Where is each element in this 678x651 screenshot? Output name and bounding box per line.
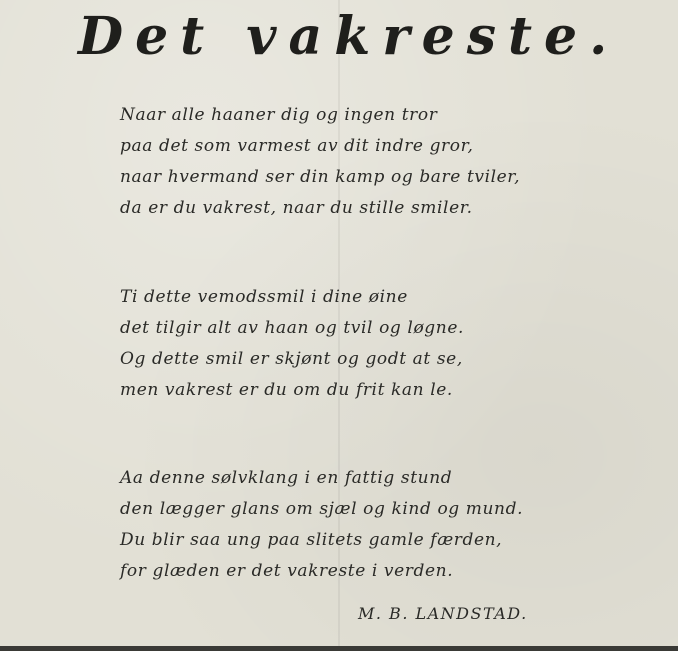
- poem-line: den lægger glans om sjæl og kind og mund.: [120, 499, 524, 519]
- poem-line: Du blir saa ung paa slitets gamle færden,: [120, 530, 503, 550]
- author-signature: M. B. LANDSTAD.: [358, 604, 528, 623]
- stanza-2: [120, 282, 464, 406]
- poem-line: da er du vakrest, naar du stille smiler.: [120, 198, 473, 218]
- poem-line: Naar alle haaner dig og ingen tror: [120, 105, 438, 125]
- bottom-border-rule: [0, 646, 678, 651]
- stanza-1: [120, 100, 520, 224]
- poem-line: Ti dette vemodssmil i dine øine: [120, 287, 408, 307]
- poem-line: det tilgir alt av haan og tvil og løgne.: [120, 318, 464, 338]
- poem-line: Og dette smil er skjønt og godt at se,: [120, 349, 463, 369]
- poem-line: men vakrest er du om du frit kan le.: [120, 380, 453, 400]
- poem-line: paa det som varmest av dit indre gror,: [120, 136, 474, 156]
- poem-line: naar hvermand ser din kamp og bare tviler,: [120, 167, 521, 187]
- poem-line: Aa denne sølvklang i en fattig stund: [120, 468, 453, 488]
- poem-title: Det vakreste.: [78, 6, 620, 67]
- stanza-3: [120, 463, 523, 587]
- poem-line: for glæden er det vakreste i verden.: [120, 561, 454, 581]
